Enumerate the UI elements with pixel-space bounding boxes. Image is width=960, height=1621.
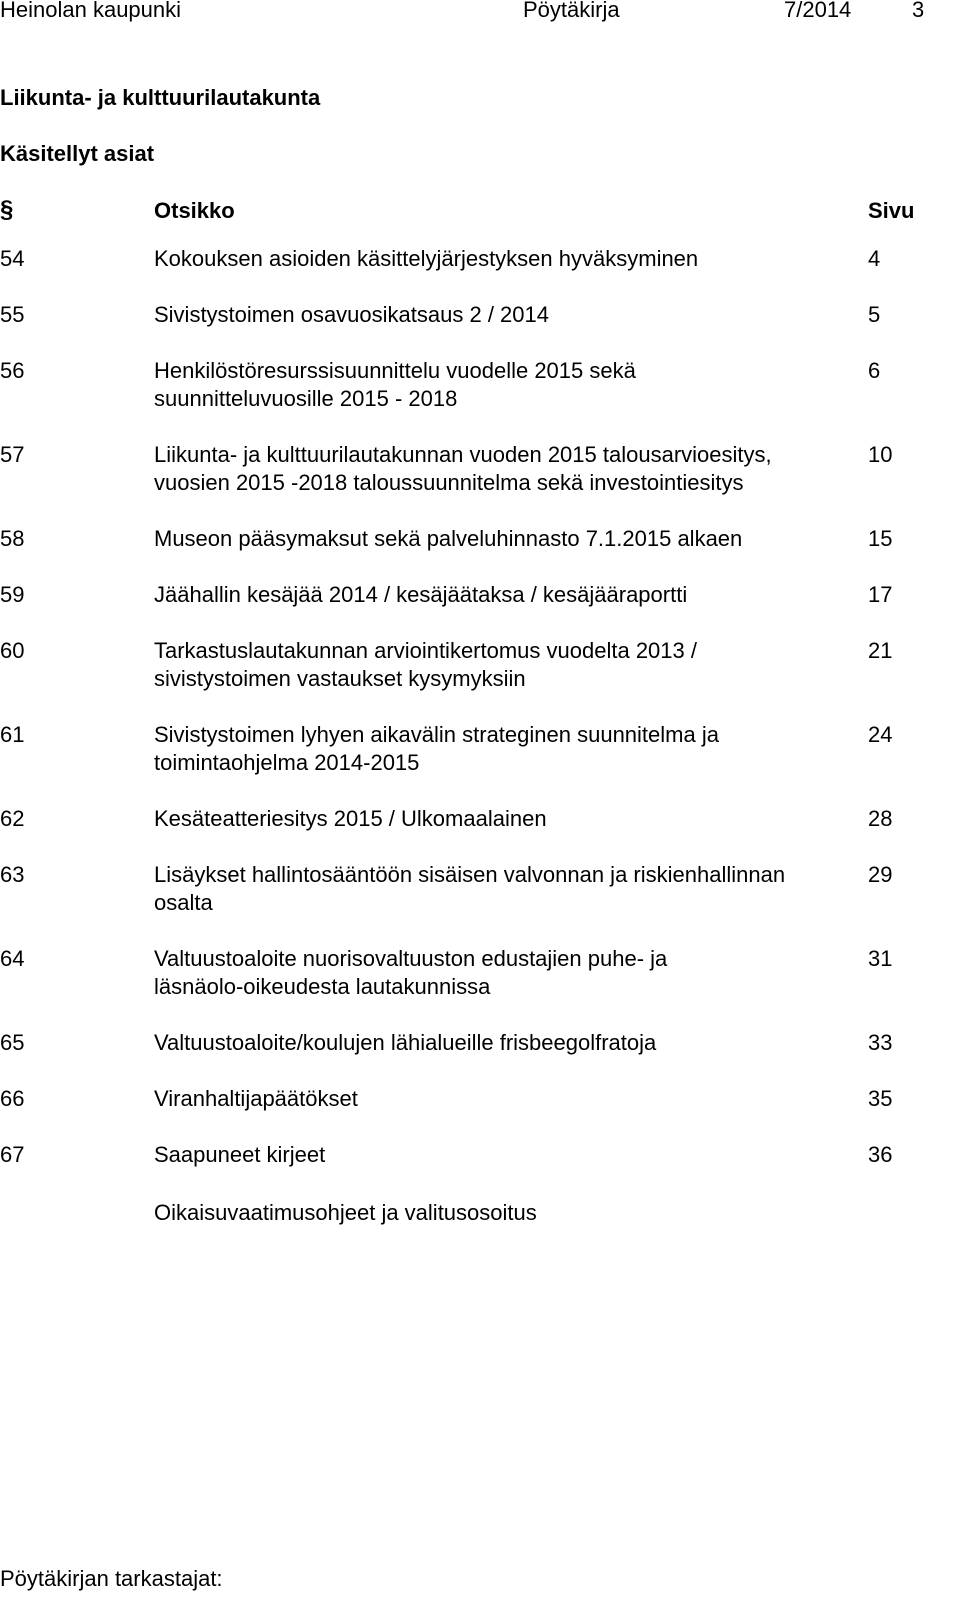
header-page-number: 3	[912, 0, 925, 22]
board-name: Liikunta- ja kulttuurilautakunta	[0, 85, 321, 110]
item-title	[154, 861, 854, 917]
appeal-instructions-item: Oikaisuvaatimusohjeet ja valitusosoitus	[154, 1200, 537, 1225]
item-number: 65	[0, 1030, 25, 1055]
item-title	[154, 637, 854, 693]
item-title	[154, 525, 854, 553]
item-title-line: Saapuneet kirjeet	[154, 1142, 326, 1167]
item-title-line: Museon pääsymaksut sekä palveluhinnasto 7.1.2015 alkaen	[154, 526, 743, 551]
item-title	[154, 581, 854, 609]
item-page-number: 35	[868, 1086, 893, 1111]
item-title	[154, 1029, 854, 1057]
item-title-line: Kesäteatteriesitys 2015 / Ulkomaalainen	[154, 806, 547, 831]
column-header-title: Otsikko	[154, 198, 235, 223]
item-number: 55	[0, 302, 25, 327]
item-title-line: toimintaohjelma 2014-2015	[154, 750, 420, 775]
item-title-line: vuosien 2015 -2018 taloussuunnitelma sekä investointiesitys	[154, 470, 744, 495]
item-title-line: Viranhaltijapäätökset	[154, 1086, 358, 1111]
item-title-line: Liikunta- ja kulttuurilautakunnan vuoden 2015 talousarvioesitys,	[154, 442, 772, 467]
item-title-line: Sivistystoimen osavuosikatsaus 2 / 2014	[154, 302, 549, 327]
item-title-line: Jäähallin kesäjää 2014 / kesäjäätaksa / kesäjääraportti	[154, 582, 688, 607]
item-title	[154, 805, 854, 833]
item-title-line: suunnitteluvuosille 2015 - 2018	[154, 386, 458, 411]
item-number: 67	[0, 1142, 25, 1167]
item-title	[154, 1085, 854, 1113]
item-number: 63	[0, 862, 25, 887]
item-number: 60	[0, 638, 25, 663]
item-page-number: 15	[868, 526, 893, 551]
item-title-line: sivistystoimen vastaukset kysymyksiin	[154, 666, 526, 691]
item-page-number: 36	[868, 1142, 893, 1167]
item-page-number: 28	[868, 806, 893, 831]
item-number: 54	[0, 246, 25, 271]
item-page-number: 10	[868, 442, 893, 467]
item-number: 62	[0, 806, 25, 831]
column-header-page: Sivu	[868, 198, 915, 223]
footer-reviewers-label: Pöytäkirjan tarkastajat:	[0, 1566, 223, 1591]
item-page-number: 4	[868, 246, 881, 271]
item-title	[154, 945, 854, 1001]
item-page-number: 17	[868, 582, 893, 607]
item-title	[154, 1141, 854, 1169]
item-page-number: 5	[868, 302, 881, 327]
item-page-number: 24	[868, 722, 893, 747]
item-number: 57	[0, 442, 25, 467]
item-page-number: 29	[868, 862, 893, 887]
item-number: 66	[0, 1086, 25, 1111]
item-page-number: 21	[868, 638, 893, 663]
section-title: Käsitellyt asiat	[0, 141, 155, 166]
item-number: 58	[0, 526, 25, 551]
item-title-line: Sivistystoimen lyhyen aikavälin strateginen suunnitelma ja	[154, 722, 719, 747]
item-page-number: 31	[868, 946, 893, 971]
item-title-line: Lisäykset hallintosääntöön sisäisen valvonnan ja riskienhallinnan	[154, 862, 786, 887]
item-number: 64	[0, 946, 25, 971]
item-title	[154, 441, 854, 497]
item-page-number: 33	[868, 1030, 893, 1055]
item-title-line: Tarkastuslautakunnan arviointikertomus vuodelta 2013 /	[154, 638, 697, 663]
item-number: 56	[0, 358, 25, 383]
item-title-line: osalta	[154, 890, 213, 915]
item-title	[154, 357, 854, 413]
column-header-section-symbol: §	[0, 196, 14, 223]
header-doc-type: Pöytäkirja	[523, 0, 620, 22]
item-number: 61	[0, 722, 25, 747]
header-city: Heinolan kaupunki	[0, 0, 182, 22]
item-title	[154, 721, 854, 777]
item-page-number: 6	[868, 358, 881, 383]
item-title-line: Valtuustoaloite nuorisovaltuuston edustajien puhe- ja	[154, 946, 668, 971]
item-title	[154, 301, 854, 329]
header-meeting-number: 7/2014	[784, 0, 852, 22]
item-title	[154, 245, 854, 273]
item-title-line: läsnäolo-oikeudesta lautakunnissa	[154, 974, 491, 999]
item-title-line: Henkilöstöresurssisuunnittelu vuodelle 2015 sekä	[154, 358, 636, 383]
item-number: 59	[0, 582, 25, 607]
item-title-line: Valtuustoaloite/koulujen lähialueille frisbeegolfratoja	[154, 1030, 657, 1055]
item-title-line: Kokouksen asioiden käsittelyjärjestyksen hyväksyminen	[154, 246, 699, 271]
